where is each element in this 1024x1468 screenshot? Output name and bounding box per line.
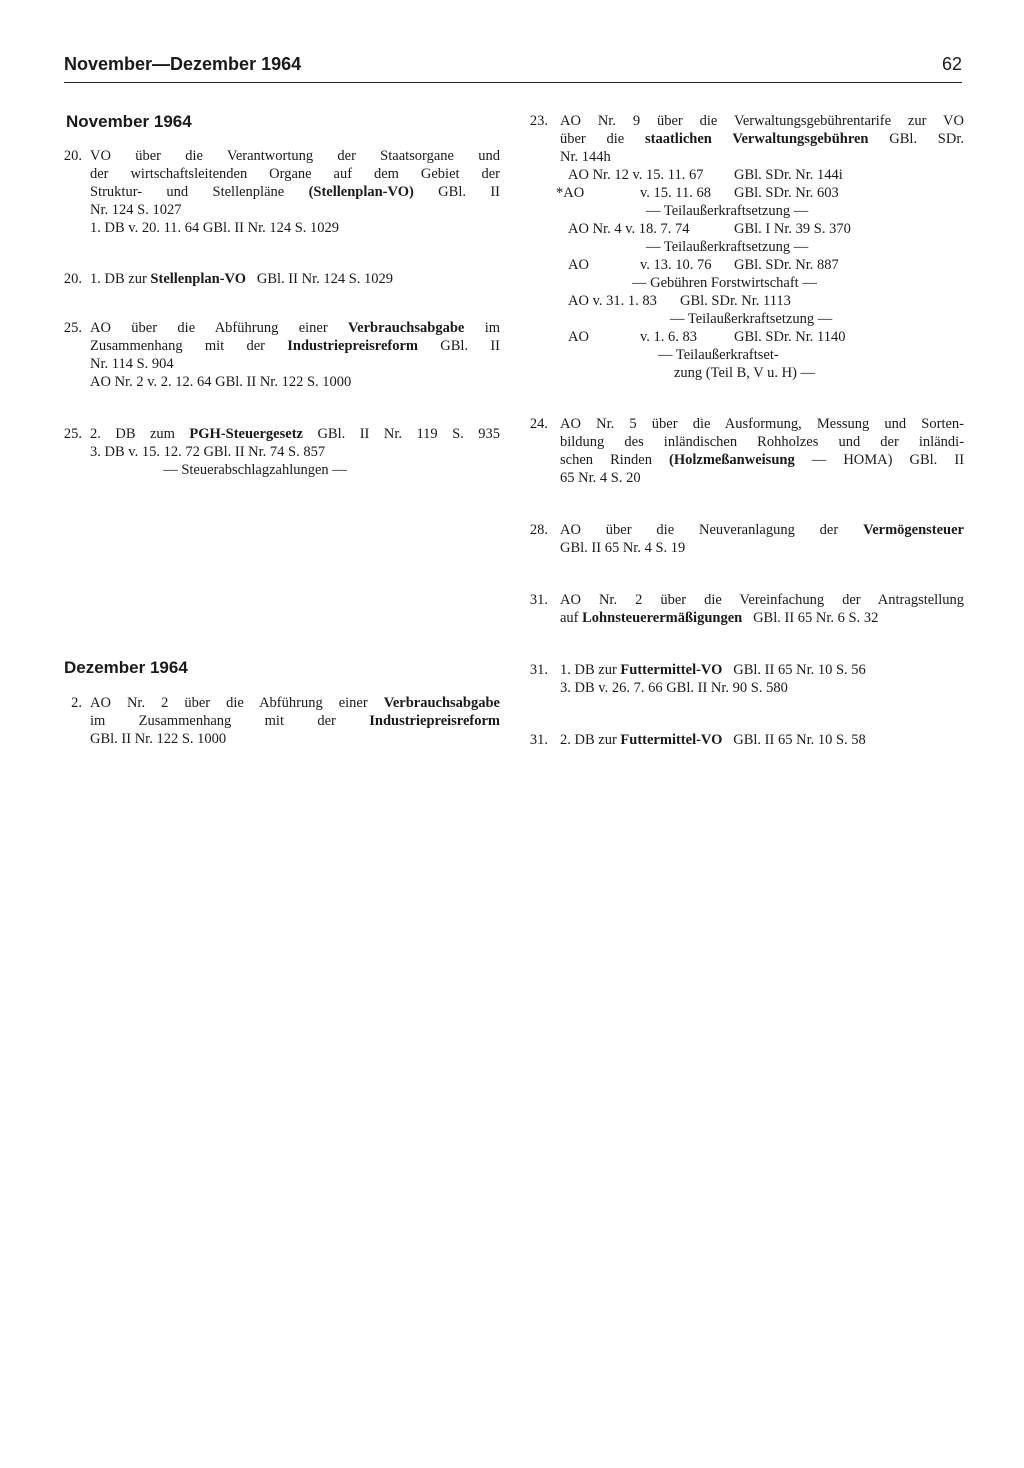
running-title: November—Dezember 1964 [64,54,302,74]
entry-line: GBl. II 65 Nr. 4 S. 19 [560,540,686,556]
entry-line: über die staatlichen Verwaltungsgebühren GBl. SDr. [560,131,964,147]
entry-line: auf Lohnsteuerermäßigungen GBl. II 65 Nr. 6 S. 32 [560,610,879,626]
amendment-note: — Gebühren Forstwirtschaft — [632,275,817,291]
entry-day: 31. [529,592,548,608]
entry-line: Nr. 114 S. 904 [90,356,174,372]
entry-line: bildung des inländischen Rohholzes und der inländi- [560,434,964,450]
entry-line: 2. DB zum PGH-Steuergesetz GBl. II Nr. 119 S. 935 [90,426,501,442]
amendment-row: AO Nr. 4 v. 18. 7. 74 GBl. I Nr. 39 S. 370 [568,221,851,237]
amendment-note: — Teilaußerkraftset- [658,347,779,363]
entry-line: AO über die Abführung einer Verbrauchsabgabe im [90,320,500,336]
entry-day: 31. [529,732,548,748]
page-number: 62 [941,54,962,74]
entry-line: Zusammenhang mit der Industriepreisreform GBl. II [90,338,500,354]
entry-line: AO Nr. 2 über die Abführung einer Verbrauchsabgabe [90,695,500,711]
amendment-row: *AO v. 15. 11. 68 GBl. SDr. Nr. 603 [556,185,839,201]
entry-line: der wirtschaftsleitenden Organe auf dem Gebiet der [90,166,500,182]
entry-line: AO Nr. 9 über die Verwaltungsgebührentarife zur VO [560,113,964,129]
entry-line: AO über die Neuveranlagung der Vermögensteuer [560,522,964,538]
entry-day: 2. [71,695,82,711]
entry-line: GBl. II Nr. 122 S. 1000 [90,731,227,747]
entry-day: 20. [63,148,82,164]
entry-line: 2. DB zur Futtermittel-VO GBl. II 65 Nr. 10 S. 58 [560,732,866,748]
amendment-note: — Teilaußerkraftsetzung — [646,203,809,219]
entry-day: 23. [529,113,548,129]
entry-day: 28. [529,522,548,538]
amendment-note: — Teilaußerkraftsetzung — [670,311,833,327]
section-heading-dezember: Dezember 1964 [64,658,188,677]
page-header [64,52,962,83]
entry-line: Nr. 144h [560,149,611,165]
entry-line: VO über die Verantwortung der Staatsorgane und [90,148,500,164]
entry-line: AO Nr. 2 über die Vereinfachung der Antragstellung [560,592,964,608]
entry-day: 25. [63,320,82,336]
entry-day: 20. [63,271,82,287]
entry-line: 1. DB v. 20. 11. 64 GBl. II Nr. 124 S. 1029 [90,220,340,236]
entry-line: — Steuerabschlagzahlungen — [163,462,347,478]
amendment-note: zung (Teil B, V u. H) — [674,365,816,381]
entry-line: Nr. 124 S. 1027 [90,202,182,218]
entry-line: 1. DB zur Stellenplan-VO GBl. II Nr. 124 S. 1029 [90,271,394,287]
entry-line: AO Nr. 5 über die Ausformung, Messung und Sorten- [560,416,964,432]
entry-line: schen Rinden (Holzmeßanweisung — HOMA) GBl. II [560,452,965,468]
entry-line: 1. DB zur Futtermittel-VO GBl. II 65 Nr. 10 S. 56 [560,662,866,678]
entry-line: 3. DB v. 15. 12. 72 GBl. II Nr. 74 S. 857 [90,444,326,460]
amendment-row: AO v. 31. 1. 83 GBl. SDr. Nr. 1113 [568,293,791,309]
entry-line: Struktur- und Stellenpläne (Stellenplan-VO) GBl. II [90,184,500,200]
entry-line: AO Nr. 2 v. 2. 12. 64 GBl. II Nr. 122 S. 1000 [90,374,352,390]
entry-day: 31. [529,662,548,678]
amendment-note: — Teilaußerkraftsetzung — [646,239,809,255]
amendment-row: AO v. 13. 10. 76 GBl. SDr. Nr. 887 [568,257,839,273]
entry-line: 65 Nr. 4 S. 20 [560,470,641,486]
amendment-row: AO v. 1. 6. 83 GBl. SDr. Nr. 1140 [568,329,846,345]
entry-day: 24. [529,416,548,432]
amendment-row: AO Nr. 12 v. 15. 11. 67 GBl. SDr. Nr. 144i [568,167,843,183]
section-heading-november: November 1964 [66,112,192,131]
entry-line: 3. DB v. 26. 7. 66 GBl. II Nr. 90 S. 580 [560,680,788,696]
entry-line: im Zusammenhang mit der Industriepreisreform [90,713,501,729]
entry-day: 25. [63,426,82,442]
